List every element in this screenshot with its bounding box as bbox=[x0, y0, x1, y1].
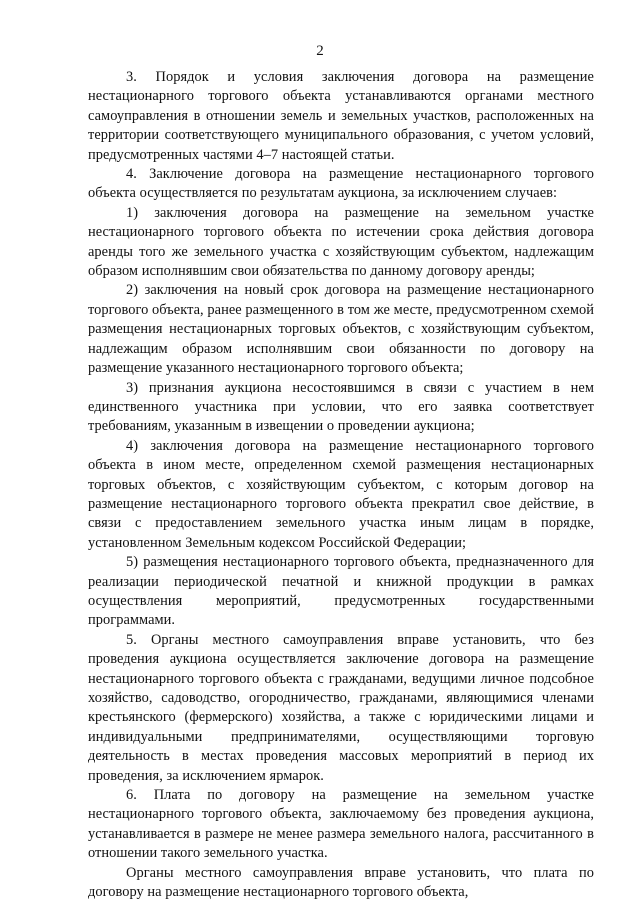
paragraph-part-4: 4. Заключение договора на размещение нестационарного торгового объекта осуществляется по результатам аукциона, за исключением случаев: bbox=[88, 166, 594, 202]
paragraph-continuation: Органы местного самоуправления вправе установить, что плата по договору на размещение нестационарного торгового объекта, bbox=[88, 864, 594, 901]
list-item-4: 4) заключения договора на размещение нестационарного торгового объекта в ином месте, определенном схемой размещения нестационарных торговых объектов, с хозяйствующим субъектом, с которым договор на размещение нестационарного торгового объекта прекратил свое действие, в связи с предоставлением земельного участка иным лицам в порядке, установленном Земельным кодексом Российской Федерации; bbox=[88, 437, 594, 551]
document-body bbox=[88, 68, 594, 902]
list-item-5: 5) размещения нестационарного торгового объекта, предназначенного для реализации периодической печатной и книжной продукции в рамках осуществления мероприятий, предусмотренных государственными программами. bbox=[88, 554, 594, 629]
paragraph-part-5: 5. Органы местного самоуправления вправе установить, что без проведения аукциона осуществляется заключение договора на размещение нестационарного торгового объекта с гражданами, ведущими личное подсобное хозяйство, садоводство, огородничество, гражданами, являющимися членами крестьянского (фермерского) хозяйства, а также с юридическими лицами и индивидуальными предпринимателями, осуществляющими торговую деятельность в местах проведения массовых мероприятий в период их проведения, за исключением ярмарок. bbox=[88, 631, 594, 784]
list-item-3: 3) признания аукциона несостоявшимся в связи с участием в нем единственного участника при условии, что его заявка соответствует требованиям, указанным в извещении о проведении аукциона; bbox=[88, 379, 594, 435]
paragraph-part-3: 3. Порядок и условия заключения договора на размещение нестационарного торгового объекта устанавливаются органами местного самоуправления в отношении земель и земельных участков, расположенных на территории соответствующего муниципального образования, с учетом условий, предусмотренных частями 4–7 настоящей статьи. bbox=[88, 69, 594, 163]
list-item-2: 2) заключения на новый срок договора на размещение нестационарного торгового объекта, ранее размещенного в том же месте, предусмотренном схемой размещения нестационарных торговых объектов, с хозяйствующим субъектом, надлежащим образом исполнявшим свои обязанности по договору на размещение указанного нестационарного торгового объекта; bbox=[88, 282, 594, 377]
page-number: 2 bbox=[316, 43, 324, 59]
paragraph-part-6: 6. Плата по договору на размещение на земельном участке нестационарного торгового объекта, заключаемому без проведения аукциона, устанавливается в размере не менее размера земельного налога, рассчитанного в отношении такого земельного участка. bbox=[88, 787, 594, 862]
list-item-1: 1) заключения договора на размещение на земельном участке нестационарного торгового объекта по истечении срока действия договора аренды того же земельного участка с хозяйствующим субъектом, надлежащим образом исполнявшим свои обязательства по данному договору аренды; bbox=[88, 204, 594, 280]
